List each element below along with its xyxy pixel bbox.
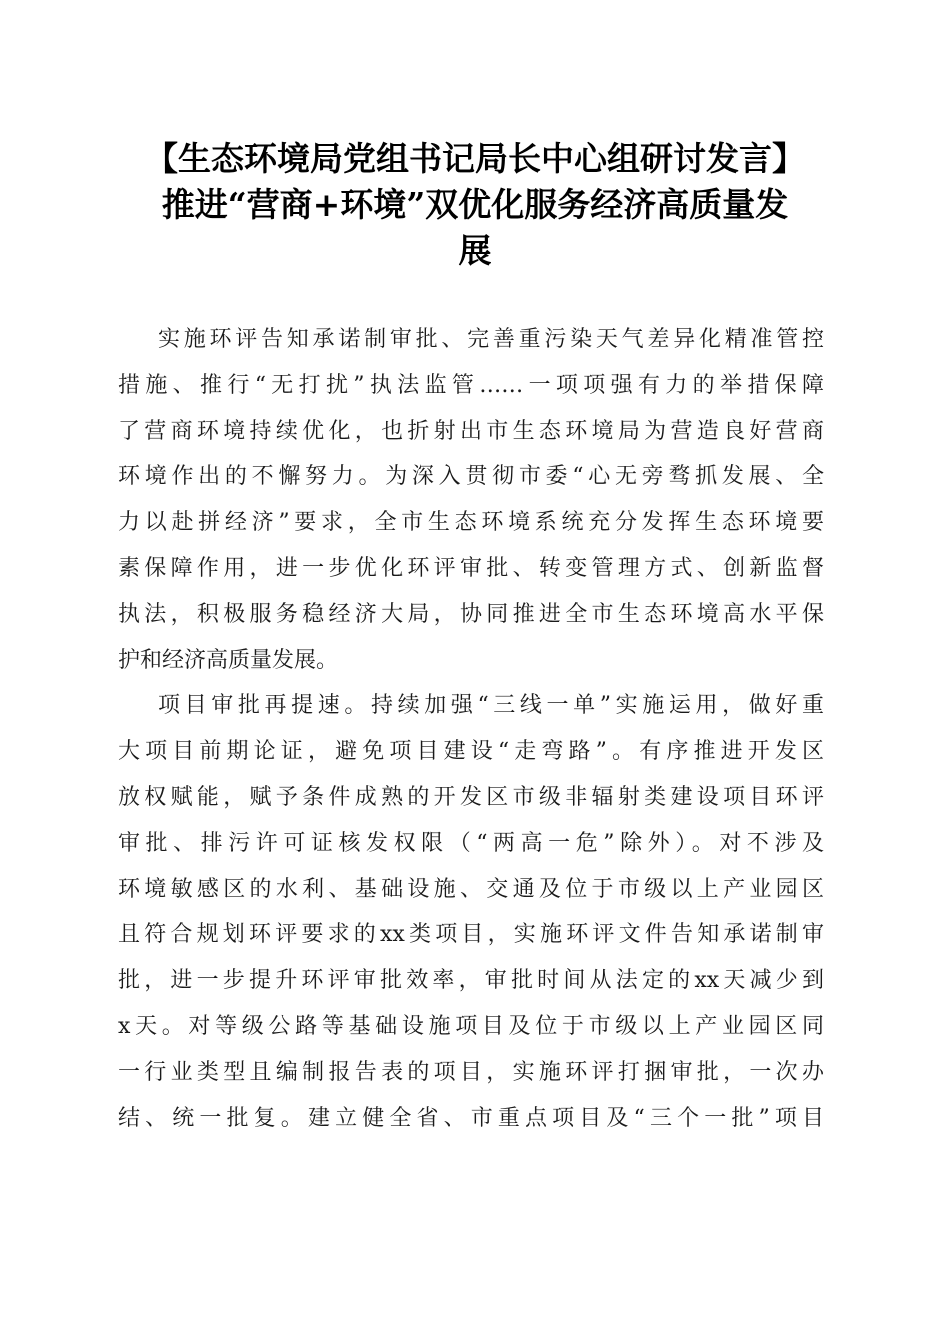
title-line-1: 【生态环境局党组书记局长中心组研讨发言】 [145, 139, 805, 178]
document-title [118, 136, 832, 274]
paragraph-approval [118, 683, 824, 1141]
text-line: 护和经济高质量发展。 [118, 647, 339, 673]
text-line: 执法，积极服务稳经济大局，协同推进全市生态环境高水平保 [118, 601, 824, 627]
text-line: 大项目前期论证，避免项目建设“走弯路”。有序推进开发区 [118, 739, 824, 765]
text-line: 结、统一批复。建立健全省、市重点项目及“三个一批”项目 [118, 1105, 824, 1131]
text-line: 措施、推行“无打扰”执法监管……一项项强有力的举措保障 [118, 372, 824, 398]
text-line: 素保障作用，进一步优化环评审批、转变管理方式、创新监督 [118, 555, 824, 581]
text-line: 且符合规划环评要求的xx类项目，实施环评文件告知承诺制审 [118, 922, 824, 948]
document-body [118, 317, 824, 1141]
text-line: 放权赋能，赋予条件成熟的开发区市级非辐射类建设项目环评 [118, 784, 824, 810]
paragraph-intro [118, 317, 824, 683]
text-line: 一行业类型且编制报告表的项目，实施环评打捆审批，一次办 [118, 1059, 824, 1085]
text-line: 环境作出的不懈努力。为深入贯彻市委“心无旁骛抓发展、全 [118, 464, 824, 490]
title-line-3: 展 [458, 231, 492, 270]
text-line: 实施环评告知承诺制审批、完善重污染天气差异化精准管控 [158, 327, 824, 352]
title-line-2: 推进“营商+环境”双优化服务经济高质量发 [161, 185, 789, 224]
text-line: 环境敏感区的水利、基础设施、交通及位于市级以上产业园区 [118, 876, 824, 902]
text-line: 项目审批再提速。持续加强“三线一单”实施运用，做好重 [158, 693, 824, 719]
text-line: 力以赴拼经济”要求，全市生态环境系统充分发挥生态环境要 [118, 510, 824, 536]
text-line: 审批、排污许可证核发权限（“两高一危”除外）。对不涉及 [118, 830, 824, 856]
text-line: 批，进一步提升环评审批效率，审批时间从法定的xx天减少到 [118, 968, 824, 994]
text-line: x天。对等级公路等基础设施项目及位于市级以上产业园区同 [118, 1013, 824, 1039]
text-line: 了营商环境持续优化，也折射出市生态环境局为营造良好营商 [118, 418, 824, 444]
